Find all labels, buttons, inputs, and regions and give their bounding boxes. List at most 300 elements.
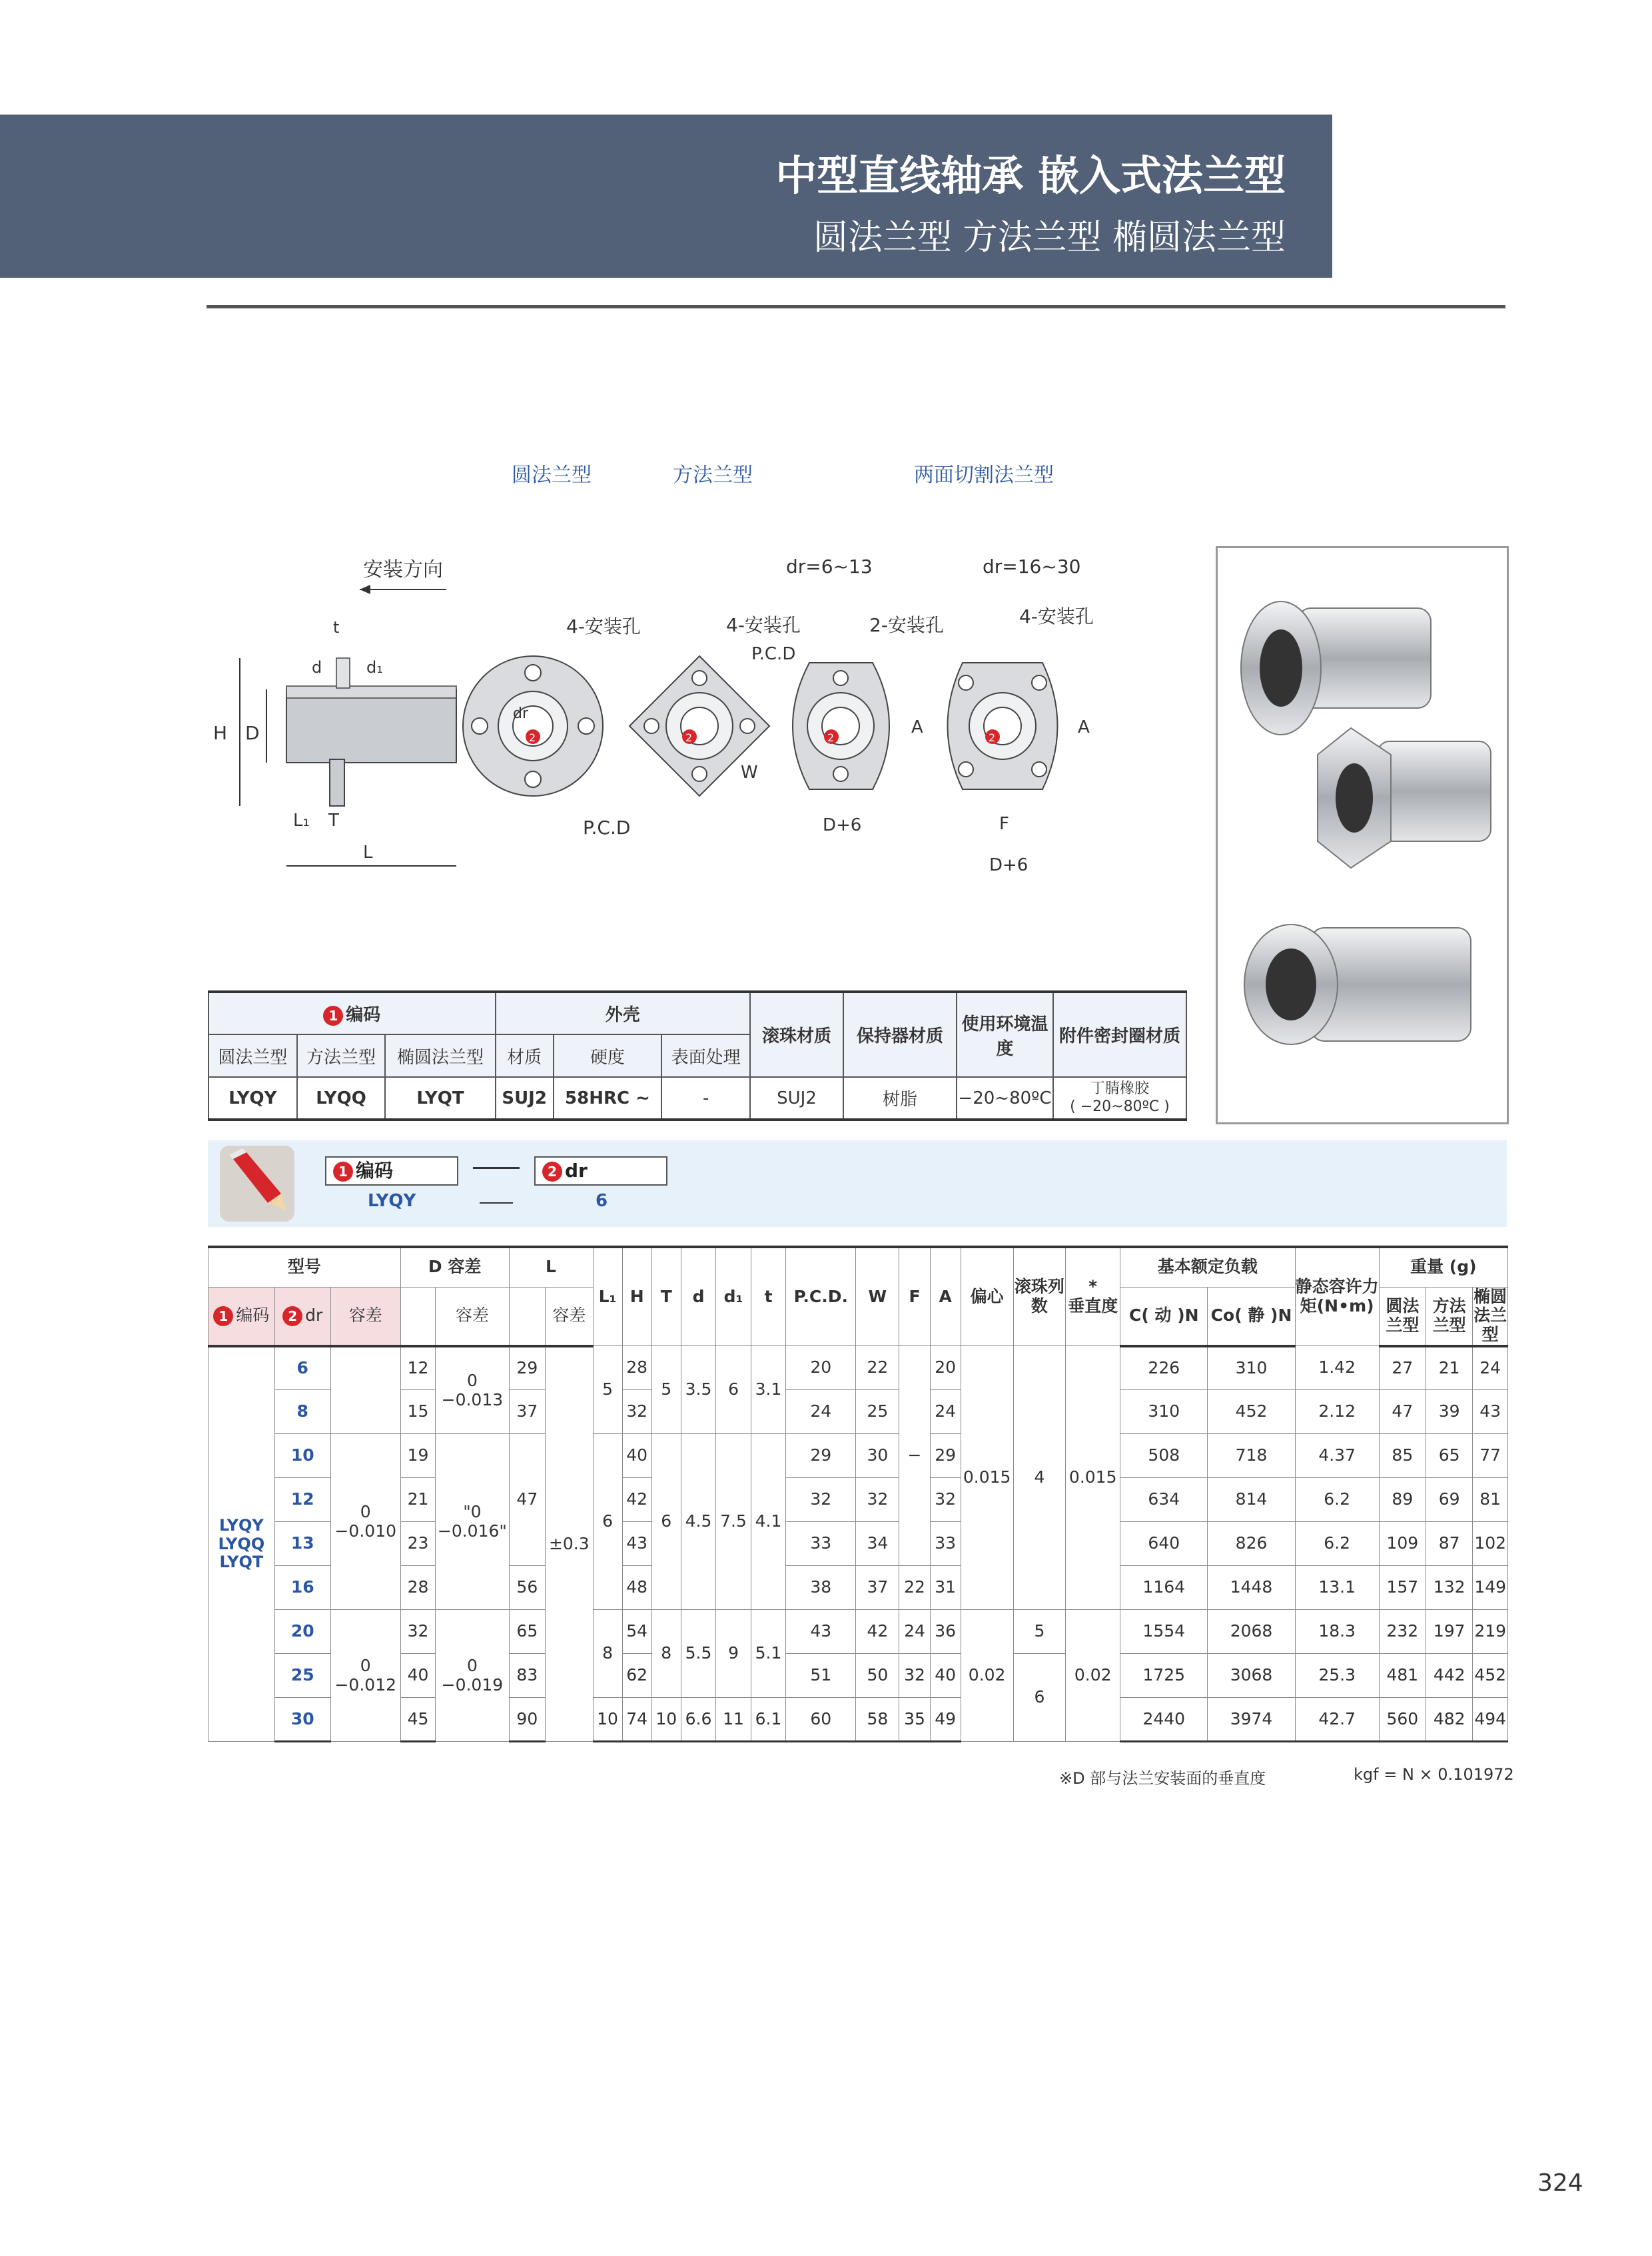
badge-1: 1: [323, 1006, 343, 1026]
cell-w1: 27: [1379, 1346, 1426, 1390]
mount-direction-arrow: [360, 585, 370, 594]
spec-seal-value-1: 丁腈橡胶: [1090, 1080, 1149, 1098]
dim-D6: D+6: [989, 855, 1029, 875]
cell-A: 33: [930, 1522, 961, 1566]
table-row: [208, 1566, 1508, 1610]
badge-2-text: 2: [685, 731, 693, 744]
h-balls: 滚珠列数: [1013, 1247, 1066, 1346]
cell-W: 58: [856, 1698, 899, 1742]
spec-col: 材质: [496, 1034, 554, 1077]
cell-dr: 16: [274, 1566, 330, 1610]
cell-D: 32: [400, 1610, 436, 1654]
dtol-bottom: −0.013: [441, 1389, 504, 1409]
cell-d: 3.5: [681, 1346, 716, 1434]
cell-dr: 30: [274, 1698, 330, 1742]
cell-M: 4.37: [1295, 1434, 1379, 1478]
h-L1: L₁: [593, 1247, 622, 1346]
square-hole: [692, 767, 707, 781]
cell-w1: 47: [1379, 1390, 1426, 1434]
spec-value: LYQQ: [297, 1077, 386, 1120]
cell-H: 43: [622, 1522, 651, 1566]
h-L: L: [509, 1247, 593, 1287]
table-row: [208, 1346, 1508, 1390]
tol-top: 0: [360, 1502, 371, 1521]
page-subtitle: 圆法兰型 方法兰型 椭圆法兰型: [813, 218, 1286, 258]
h-model: 型号: [208, 1247, 401, 1287]
cell-pcd: 24: [786, 1390, 856, 1434]
cell-d: 6.6: [681, 1698, 716, 1742]
bearing-body: [286, 689, 456, 763]
type-label-round: 圆法兰型: [512, 464, 592, 487]
cell-C: 226: [1120, 1346, 1208, 1390]
cell-w3: 219: [1473, 1610, 1508, 1654]
cell-tol: [330, 1434, 400, 1610]
cell-T: 8: [651, 1610, 681, 1698]
cell-d: 5.5: [681, 1610, 716, 1698]
cell-W: 32: [856, 1478, 899, 1522]
spec-seal-value: [1053, 1077, 1186, 1120]
order-dash: [473, 1167, 520, 1169]
cell-M: 13.1: [1295, 1566, 1379, 1610]
cell-d1: 6: [716, 1346, 751, 1434]
cell-w1: 109: [1379, 1522, 1426, 1566]
dim-A: A: [911, 717, 923, 737]
spec-retainer-header: 保持器材质: [843, 992, 957, 1077]
cell-H: 32: [622, 1390, 651, 1434]
spec-table: [208, 990, 1187, 1121]
round-flange-view: [463, 615, 641, 839]
cell-D: 15: [400, 1390, 436, 1434]
cell-t: 5.1: [751, 1610, 786, 1698]
cell-t: 3.1: [751, 1346, 786, 1434]
cell-d1: 11: [716, 1698, 751, 1742]
cell-C: 1554: [1120, 1610, 1208, 1654]
cell-w3: 149: [1473, 1566, 1508, 1610]
h-tol3: 容差: [546, 1287, 593, 1346]
h-d1: d₁: [716, 1247, 751, 1346]
cell-C: 508: [1120, 1434, 1208, 1478]
order-dash-small: [480, 1202, 513, 1204]
cell-C: 634: [1120, 1478, 1208, 1522]
order-code-value: LYQY: [368, 1191, 416, 1211]
h-H: H: [622, 1247, 651, 1346]
footnote-perpendicularity: ※D 部与法兰安装面的垂直度: [1059, 1769, 1266, 1788]
table-row: [208, 1654, 1508, 1698]
h-w3: 椭圆法兰型: [1473, 1287, 1508, 1346]
cell-w3: 81: [1473, 1478, 1508, 1522]
cell-T: 6: [651, 1434, 681, 1610]
cell-C: 2440: [1120, 1698, 1208, 1742]
spec-value: LYQT: [385, 1077, 495, 1120]
cell-w1: 89: [1379, 1478, 1426, 1522]
type-label-square: 方法兰型: [673, 464, 753, 487]
h-perp-label: 垂直度: [1068, 1296, 1118, 1316]
cell-H: 28: [622, 1346, 651, 1390]
table-row: [208, 1610, 1508, 1654]
dim-D: D: [245, 722, 260, 744]
cell-A: 31: [930, 1566, 961, 1610]
cell-w1: 157: [1379, 1566, 1426, 1610]
cell-dr: 6: [274, 1346, 330, 1390]
cell-D: 19: [400, 1434, 436, 1478]
h-dr: [274, 1287, 330, 1346]
cell-pcd: 33: [786, 1522, 856, 1566]
cell-C: 310: [1120, 1390, 1208, 1434]
cell-A: 40: [930, 1654, 961, 1698]
badge-1: 1: [213, 1306, 233, 1326]
cell-L1: 8: [593, 1610, 622, 1698]
cell-dtol: "0 −0.016": [436, 1434, 509, 1610]
cell-d1: 7.5: [716, 1434, 751, 1610]
dim-dr: dr: [513, 705, 529, 722]
table-row: [208, 1522, 1508, 1566]
dim-F: F: [999, 814, 1009, 834]
side-view: [213, 558, 456, 866]
cell-A: 24: [930, 1390, 961, 1434]
spec-col: 硬度: [554, 1034, 662, 1077]
spec-shell-header: 外壳: [496, 992, 750, 1034]
cell-pcd: 38: [786, 1566, 856, 1610]
order-dr-value: 6: [596, 1191, 608, 1211]
table-row: [208, 1698, 1508, 1742]
pcd-label: P.C.D: [583, 817, 631, 839]
cell-D: 40: [400, 1654, 436, 1698]
cut-flange-small-view: [793, 614, 944, 835]
h-W: W: [856, 1247, 899, 1346]
cell-W: 25: [856, 1390, 899, 1434]
cell-dr: 25: [274, 1654, 330, 1698]
cell-T: 10: [651, 1698, 681, 1742]
cell-w1: 560: [1379, 1698, 1426, 1742]
order-dr-label: dr: [565, 1160, 588, 1182]
spec-value: 58HRC ~: [554, 1077, 662, 1120]
order-code-band: [208, 1140, 1507, 1227]
cell-L: 83: [509, 1654, 546, 1698]
square-hole: [644, 719, 659, 733]
cell-A: 49: [930, 1698, 961, 1742]
dim-D6: D+6: [823, 815, 862, 835]
badge-2: 2: [282, 1306, 302, 1326]
cell-w2: 21: [1426, 1346, 1473, 1390]
cell-H: 48: [622, 1566, 651, 1610]
cell-dtol: [436, 1610, 509, 1742]
flange-side: [330, 759, 344, 806]
cell-D: 12: [400, 1346, 436, 1390]
cell-pcd: 20: [786, 1346, 856, 1390]
h-w2: 方法兰型: [1426, 1287, 1473, 1346]
page-title: 中型直线轴承 嵌入式法兰型: [775, 151, 1286, 200]
cell-L: 37: [509, 1390, 546, 1434]
cell-L: 90: [509, 1698, 546, 1742]
cell-dtol: [436, 1346, 509, 1434]
mount-hole-side: [336, 658, 350, 688]
dimension-table: [208, 1246, 1508, 1742]
pencil-icon: [220, 1146, 294, 1222]
cell-T: 5: [651, 1346, 681, 1434]
cut-hole: [1032, 762, 1046, 777]
cell-A: 20: [930, 1346, 961, 1390]
cell-w2: 197: [1426, 1610, 1473, 1654]
spec-col: 椭圆法兰型: [385, 1034, 495, 1077]
badge-2-text: 2: [529, 731, 536, 744]
spec-value: 树脂: [843, 1077, 957, 1120]
header-banner: [0, 115, 1332, 278]
cell-w2: 442: [1426, 1654, 1473, 1698]
square-hole: [740, 719, 755, 733]
table-row: [208, 1390, 1508, 1434]
cell-balls: 6: [1013, 1654, 1066, 1742]
cell-w2: 132: [1426, 1566, 1473, 1610]
cell-balls: 5: [1013, 1610, 1066, 1654]
mount-direction-label: 安装方向: [363, 558, 443, 581]
cell-M: 18.3: [1295, 1610, 1379, 1654]
cell-w2: 87: [1426, 1522, 1473, 1566]
cell-w1: 481: [1379, 1654, 1426, 1698]
holes-label: 4-安装孔: [566, 615, 641, 637]
cell-w2: 69: [1426, 1478, 1473, 1522]
cell-A: 32: [930, 1478, 961, 1522]
cut-flange-large-view: [948, 605, 1094, 875]
technical-drawing: [200, 540, 1099, 886]
round-hole: [472, 718, 488, 734]
h-pcd: P.C.D.: [786, 1247, 856, 1346]
h-C0: Co( 静 )N: [1208, 1287, 1295, 1346]
h-blank: [400, 1287, 436, 1346]
spec-temp-header: 使用环境温度: [957, 992, 1053, 1077]
cut-hole: [833, 767, 848, 781]
h-ecc: 偏心: [961, 1247, 1013, 1346]
h-star: *: [1088, 1277, 1098, 1297]
cell-w2: 65: [1426, 1434, 1473, 1478]
h-load: 基本额定负载: [1120, 1247, 1296, 1287]
h-C: C( 动 )N: [1120, 1287, 1208, 1346]
badge-2: 2: [542, 1162, 562, 1182]
h-moment: 静态容许力矩(N•m): [1295, 1247, 1379, 1346]
holes-label: 4-安装孔: [726, 614, 801, 636]
holes-label: 4-安装孔: [1019, 605, 1094, 627]
spec-seal-header: 附件密封圈材质: [1053, 992, 1186, 1077]
bearing-balls-row: [286, 686, 456, 698]
tol-bottom: −0.010: [334, 1521, 397, 1541]
cell-C0: 814: [1208, 1478, 1295, 1522]
cell-L: 56: [509, 1566, 546, 1610]
order-code-label: 编码: [356, 1160, 394, 1182]
cell-t: 4.1: [751, 1434, 786, 1610]
cell-W: 42: [856, 1610, 899, 1654]
h-t: t: [751, 1247, 786, 1346]
cell-M: 1.42: [1295, 1346, 1379, 1390]
cell-w1: 85: [1379, 1434, 1426, 1478]
cell-F: 35: [899, 1698, 930, 1742]
cell-D: 21: [400, 1478, 436, 1522]
cell-M: 2.12: [1295, 1390, 1379, 1434]
cell-W: 22: [856, 1346, 899, 1390]
dim-L: L: [363, 843, 373, 863]
h-code: [208, 1287, 275, 1346]
dim-H: H: [213, 722, 228, 744]
cell-L: 47: [509, 1434, 546, 1566]
range-label: dr=16~30: [983, 556, 1081, 577]
range-label: dr=6~13: [786, 556, 873, 577]
cell-W: 30: [856, 1434, 899, 1478]
h-dr-label: dr: [305, 1305, 323, 1325]
h-T: T: [651, 1247, 681, 1346]
cell-dr: 13: [274, 1522, 330, 1566]
cell-perp: 0.02: [1066, 1610, 1120, 1742]
dim-d1: d₁: [366, 658, 383, 677]
cell-pcd: 32: [786, 1478, 856, 1522]
cell-perp: 0.015: [1066, 1346, 1120, 1610]
cell-H: 42: [622, 1478, 651, 1522]
square-flange-view: [629, 614, 801, 796]
cell-L: 29: [509, 1346, 546, 1390]
cell-H: 54: [622, 1610, 651, 1654]
tol-top: 0: [360, 1656, 371, 1675]
tol-bottom: −0.012: [334, 1675, 397, 1694]
h-weight: 重量 (g): [1379, 1247, 1507, 1287]
cell-W: 37: [856, 1566, 899, 1610]
cell-d1: 9: [716, 1610, 751, 1698]
cell-C: 640: [1120, 1522, 1208, 1566]
cell-L-tol: ±0.3: [546, 1346, 593, 1742]
h-blank: [509, 1287, 546, 1346]
cell-D: 28: [400, 1566, 436, 1610]
cell-d: 4.5: [681, 1434, 716, 1610]
dim-W: W: [741, 763, 758, 783]
spec-value: SUJ2: [496, 1077, 554, 1120]
cell-H: 40: [622, 1434, 651, 1478]
type-label-cut: 两面切割法兰型: [914, 464, 1054, 487]
pcd-label: P.C.D: [751, 644, 796, 664]
cell-dr: 10: [274, 1434, 330, 1478]
cell-C0: 1448: [1208, 1566, 1295, 1610]
h-code-label: 编码: [236, 1305, 270, 1325]
cell-D: 23: [400, 1522, 436, 1566]
round-hole: [525, 665, 541, 681]
cell-t: 6.1: [751, 1698, 786, 1742]
spec-seal-value-2: ( −20~80ºC ): [1070, 1098, 1170, 1115]
footnote-kgf: kgf = N × 0.101972: [1354, 1765, 1514, 1784]
cell-C0: 2068: [1208, 1610, 1295, 1654]
dim-T: T: [328, 811, 339, 831]
dim-L1: L₁: [293, 811, 310, 831]
square-hole: [692, 671, 707, 685]
h-tol: 容差: [330, 1287, 400, 1346]
h-w1: 圆法兰型: [1379, 1287, 1426, 1346]
cell-dr: 20: [274, 1610, 330, 1654]
cell-F: −: [899, 1346, 930, 1566]
cell-balls: 4: [1013, 1346, 1066, 1610]
cell-D: 45: [400, 1698, 436, 1742]
h-d: d: [681, 1247, 716, 1346]
cell-w2: 482: [1426, 1698, 1473, 1742]
badge-1: 1: [333, 1162, 353, 1182]
badge-2-text: 2: [989, 731, 996, 744]
product-photo-illustration: [1218, 548, 1507, 1122]
cell-pcd: 60: [786, 1698, 856, 1742]
cell-dr: 12: [274, 1478, 330, 1522]
cell-L1: 5: [593, 1346, 622, 1434]
dtol-top: 0: [466, 1656, 478, 1675]
cell-C0: 452: [1208, 1390, 1295, 1434]
table-row: [208, 1478, 1508, 1522]
product-photo: [1216, 546, 1509, 1124]
cell-pcd: 29: [786, 1434, 856, 1478]
cell-w3: 452: [1473, 1654, 1508, 1698]
cell-dr: 8: [274, 1390, 330, 1434]
cut-hole: [1032, 675, 1046, 690]
dtol-top: 0: [466, 1370, 478, 1390]
dtol-bottom: −0.019: [441, 1675, 504, 1694]
cut-hole: [833, 671, 848, 685]
dim-A: A: [1078, 717, 1090, 737]
cell-F: 24: [899, 1610, 930, 1654]
cut-hole: [959, 675, 973, 690]
cell-w2: 39: [1426, 1390, 1473, 1434]
cell-pcd: 51: [786, 1654, 856, 1698]
cell-C: 1725: [1120, 1654, 1208, 1698]
cell-tol: [330, 1610, 400, 1742]
spec-code-label: 编码: [346, 1005, 381, 1025]
cell-M: 6.2: [1295, 1478, 1379, 1522]
spec-col: 表面处理: [661, 1034, 750, 1077]
spec-value: −20~80ºC: [957, 1077, 1053, 1120]
cell-A: 29: [930, 1434, 961, 1478]
badge-2-text: 2: [827, 731, 835, 744]
cell-H: 62: [622, 1654, 651, 1698]
cell-L1: 10: [593, 1698, 622, 1742]
spec-value: -: [661, 1077, 750, 1120]
order-dr-box: [534, 1156, 667, 1186]
cut-hole: [959, 762, 973, 777]
spec-code-header: [208, 992, 496, 1034]
dim-t: t: [333, 618, 340, 637]
spec-ball-header: 滚珠材质: [750, 992, 843, 1077]
h-tol2: 容差: [436, 1287, 509, 1346]
cell-H: 74: [622, 1698, 651, 1742]
cell-C0: 310: [1208, 1346, 1295, 1390]
cell-C0: 3068: [1208, 1654, 1295, 1698]
cell-W: 50: [856, 1654, 899, 1698]
round-hole: [578, 718, 594, 734]
h-A: A: [930, 1247, 961, 1346]
order-code-box: [325, 1156, 458, 1186]
h-F: F: [899, 1247, 930, 1346]
cell-L: 65: [509, 1610, 546, 1654]
cell-A: 36: [930, 1610, 961, 1654]
header-rule: [206, 305, 1505, 308]
cell-F: 22: [899, 1566, 930, 1610]
cell-C: 1164: [1120, 1566, 1208, 1610]
cell-M: 6.2: [1295, 1522, 1379, 1566]
holes-label: 2-安装孔: [869, 614, 944, 636]
spec-col: 方法兰型: [297, 1034, 386, 1077]
cell-M: 42.7: [1295, 1698, 1379, 1742]
cell-C0: 826: [1208, 1522, 1295, 1566]
cell-ecc: 0.015: [961, 1346, 1013, 1610]
page-number: 324: [1537, 2169, 1583, 2197]
model-group: LYQY LYQQ LYQT: [208, 1346, 275, 1742]
spec-col: 圆法兰型: [208, 1034, 297, 1077]
round-hole: [525, 771, 541, 787]
cell-pcd: 43: [786, 1610, 856, 1654]
cell-w3: 494: [1473, 1698, 1508, 1742]
dim-d: d: [312, 658, 322, 677]
cell-w3: 102: [1473, 1522, 1508, 1566]
cell-w3: 24: [1473, 1346, 1508, 1390]
cell-ecc: 0.02: [961, 1610, 1013, 1742]
spec-value: SUJ2: [750, 1077, 843, 1120]
